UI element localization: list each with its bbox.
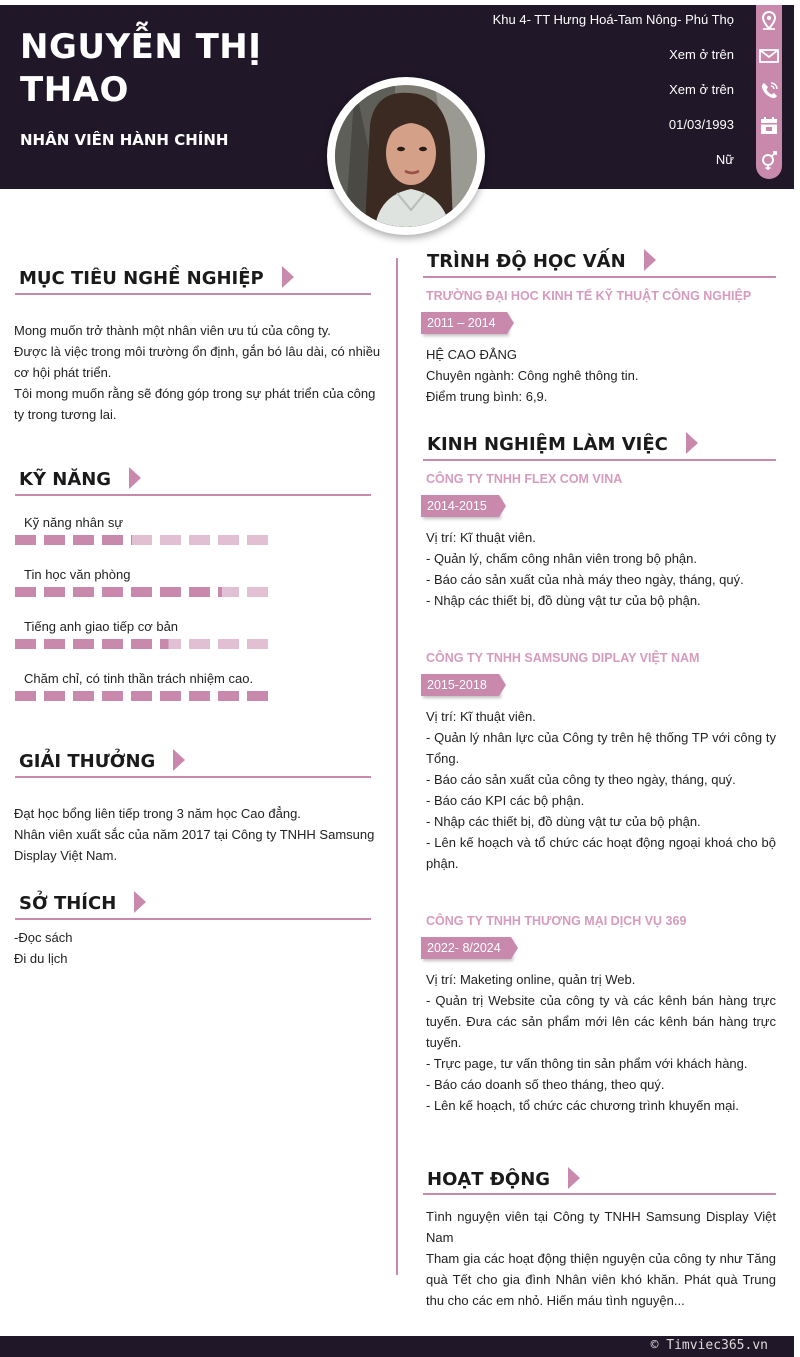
gender-icon [756, 148, 782, 174]
paragraph-line: Tình nguyện viên tại Công ty TNHH Samsung Display Việt Nam [426, 1209, 776, 1245]
job-period-tag: 2022- 8/2024 [421, 937, 511, 959]
skill-segment [73, 587, 94, 597]
paragraph-line: HỆ CAO ĐẲNG [426, 347, 518, 362]
paragraph-line: - Báo cáo sản xuất của nhà máy theo ngày, tháng, quý. [426, 572, 744, 587]
paragraph-line: Nhân viên xuất sắc của năm 2017 tại Công ty TNHH Samsung Display Việt Nam. [14, 827, 375, 863]
paragraph-line: - Quản lý, chấm công nhân viên trong bộ phận. [426, 551, 698, 566]
skill-segment [15, 587, 36, 597]
paragraph-line: - Trực page, tư vấn thông tin sản phẩm với khách hàng. [426, 1056, 748, 1071]
awards-text [14, 803, 382, 866]
paragraph-line: Đi du lịch [14, 951, 68, 966]
section-title-text: HOẠT ĐỘNG [427, 1169, 551, 1190]
paragraph-line: - Nhập các thiết bị, đồ dùng vật tư của bộ phận. [426, 593, 701, 608]
job-period-tag: 2015-2018 [421, 674, 499, 696]
column-divider [396, 258, 398, 1275]
skill-segment [44, 587, 65, 597]
paragraph-line: Mong muốn trở thành một nhân viên ưu tú của công ty. [14, 323, 331, 338]
section-arrow-icon [129, 467, 141, 489]
section-underline [15, 494, 371, 496]
skill-segment [160, 691, 181, 701]
paragraph-line: - Quản lý nhân lực của Công ty trên hệ thống TP với công ty Tổng. [426, 730, 776, 766]
career-objective-text [14, 320, 382, 425]
paragraph-line: Điểm trung bình: 6,9. [426, 389, 548, 404]
company-name: CÔNG TY TNHH FLEX COM VINA [426, 472, 623, 486]
section-title-experience [427, 434, 698, 456]
skill-segment [218, 535, 239, 545]
name-line-2: THAO [20, 70, 129, 110]
paragraph-line: -Đọc sách [14, 930, 73, 945]
section-title-text: MỤC TIÊU NGHỀ NGHIỆP [19, 268, 264, 289]
section-title-skills [19, 469, 141, 491]
skill-level-bar [15, 691, 271, 701]
skill-segment [102, 691, 123, 701]
section-title-career-objective [19, 268, 294, 290]
paragraph-line: - Báo cáo doanh số theo tháng, theo quý. [426, 1077, 665, 1092]
paragraph-line: Tôi mong muốn rằng sẽ đóng góp trong sự phát triển của công ty trong tương lai. [14, 386, 376, 422]
company-name: CÔNG TY TNHH SAMSUNG DIPLAY VIỆT NAM [426, 651, 700, 665]
section-title-activities [427, 1169, 580, 1191]
skill-name: Kỹ năng nhân sự [24, 515, 124, 530]
activities-text [426, 1206, 776, 1311]
skill-segment [189, 691, 210, 701]
skill-level-bar [15, 535, 271, 545]
skill-segment [160, 639, 181, 649]
calendar-icon [756, 113, 782, 139]
education-period-tag: 2011 – 2014 [421, 312, 507, 334]
envelope-icon [756, 43, 782, 69]
skill-level-bar [15, 587, 271, 597]
location-pin-icon [756, 8, 782, 34]
skill-segment [160, 535, 181, 545]
section-title-text: KINH NGHIỆM LÀM VIỆC [427, 434, 668, 455]
skill-segment [102, 535, 123, 545]
skill-segment [247, 535, 268, 545]
watermark-text: © Timviec365.vn [650, 1338, 768, 1353]
skill-segment [131, 587, 152, 597]
section-title-awards [19, 751, 185, 773]
section-title-hobbies [19, 893, 146, 915]
paragraph-line: - Lên kế hoạch, tổ chức các chương trình khuyến mại. [426, 1098, 739, 1113]
name-line-1: NGUYỄN THỊ [20, 27, 262, 67]
skill-segment [247, 587, 268, 597]
skill-segment [102, 639, 123, 649]
section-title-education [427, 251, 656, 273]
section-arrow-icon [134, 891, 146, 913]
skill-segment [44, 535, 65, 545]
section-underline [423, 459, 776, 461]
paragraph-line: - Nhập các thiết bị, đồ dùng vật tư của bộ phận. [426, 814, 701, 829]
section-underline [423, 1193, 776, 1195]
section-underline [15, 918, 371, 920]
job-description [426, 969, 776, 1116]
section-underline [15, 776, 371, 778]
skill-segment [218, 691, 239, 701]
paragraph-line: Vị trí: Kĩ thuật viên. [426, 530, 536, 545]
paragraph-line: Tham gia các hoạt động thiện nguyện của công ty như Tăng quà Tết cho gia đình Nhân viên khó khăn. Phát quà Trung thu cho các em nhỏ. Hiến máu tình nguyện... [426, 1251, 776, 1308]
section-arrow-icon [173, 749, 185, 771]
candidate-name [20, 26, 280, 112]
footer-bar [0, 1336, 794, 1357]
profile-photo [327, 77, 485, 235]
paragraph-line: - Báo cáo sản xuất của công ty theo ngày, tháng, quý. [426, 772, 736, 787]
contact-birthday: 01/03/1993 [668, 117, 734, 132]
section-arrow-icon [568, 1167, 580, 1189]
skill-name: Chăm chỉ, có tinh thần trách nhiệm cao. [24, 671, 254, 686]
paragraph-line: Vị trí: Maketing online, quản trị Web. [426, 972, 636, 987]
section-underline [423, 276, 776, 278]
section-title-text: TRÌNH ĐỘ HỌC VẤN [427, 251, 626, 272]
section-underline [15, 293, 371, 295]
skill-segment [131, 535, 152, 545]
job-period-tag: 2014-2015 [421, 495, 499, 517]
paragraph-line: - Quản trị Website của công ty và các kênh bán hàng trực tuyến. Đưa các sản phẩm mới lên các kênh bán hàng trực tuyến. [426, 993, 776, 1050]
education-details [426, 344, 776, 407]
section-title-text: SỞ THÍCH [19, 893, 117, 914]
skill-segment [189, 639, 210, 649]
skill-segment [73, 535, 94, 545]
job-title: NHÂN VIÊN HÀNH CHÍNH [20, 131, 229, 149]
section-arrow-icon [644, 249, 656, 271]
section-title-text: GIẢI THƯỞNG [19, 751, 156, 772]
company-name: CÔNG TY TNHH THƯƠNG MẠI DỊCH VỤ 369 [426, 914, 687, 928]
contact-phone: Xem ở trên [669, 82, 734, 97]
skill-segment [218, 639, 239, 649]
contact-icon-strip [756, 5, 782, 179]
job-description [426, 527, 776, 611]
profile-photo-image [335, 85, 477, 227]
skill-segment [131, 639, 152, 649]
section-arrow-icon [282, 266, 294, 288]
paragraph-line: - Báo cáo KPI các bộ phận. [426, 793, 585, 808]
skill-segment [189, 587, 210, 597]
skill-segment [44, 639, 65, 649]
job-description [426, 706, 776, 874]
skill-segment [15, 639, 36, 649]
hobbies-text [14, 927, 382, 969]
school-name: TRƯỜNG ĐẠI HOC KINH TẾ KỸ THUẬT CÔNG NGHIỆP [426, 289, 752, 303]
contact-email: Xem ở trên [669, 47, 734, 62]
skill-segment [247, 639, 268, 649]
paragraph-line: Vị trí: Kĩ thuật viên. [426, 709, 536, 724]
skill-segment [218, 587, 239, 597]
skill-level-bar [15, 639, 271, 649]
skill-segment [247, 691, 268, 701]
skill-segment [44, 691, 65, 701]
skill-name: Tin học văn phòng [24, 567, 131, 582]
paragraph-line: Chuyên ngành: Công nghê thông tin. [426, 368, 639, 383]
skill-segment [73, 639, 94, 649]
paragraph-line: Đạt học bổng liên tiếp trong 3 năm học Cao đẳng. [14, 806, 301, 821]
skill-segment [102, 587, 123, 597]
contact-gender: Nữ [715, 152, 734, 167]
skill-segment [15, 535, 36, 545]
skill-segment [160, 587, 181, 597]
skill-segment [15, 691, 36, 701]
section-title-text: KỸ NĂNG [19, 469, 112, 490]
skill-segment [73, 691, 94, 701]
paragraph-line: - Lên kế hoạch và tổ chức các hoạt động ngoại khoá cho bộ phận. [426, 835, 776, 871]
skill-segment [189, 535, 210, 545]
contact-address: Khu 4- TT Hưng Hoá-Tam Nông- Phú Thọ [492, 12, 734, 27]
paragraph-line: Được là việc trong môi trường ổn định, gắn bó lâu dài, có nhiều cơ hội phát triển. [14, 344, 381, 380]
section-arrow-icon [686, 432, 698, 454]
skill-name: Tiếng anh giao tiếp cơ bản [24, 619, 179, 634]
skill-segment [131, 691, 152, 701]
phone-icon [756, 78, 782, 104]
